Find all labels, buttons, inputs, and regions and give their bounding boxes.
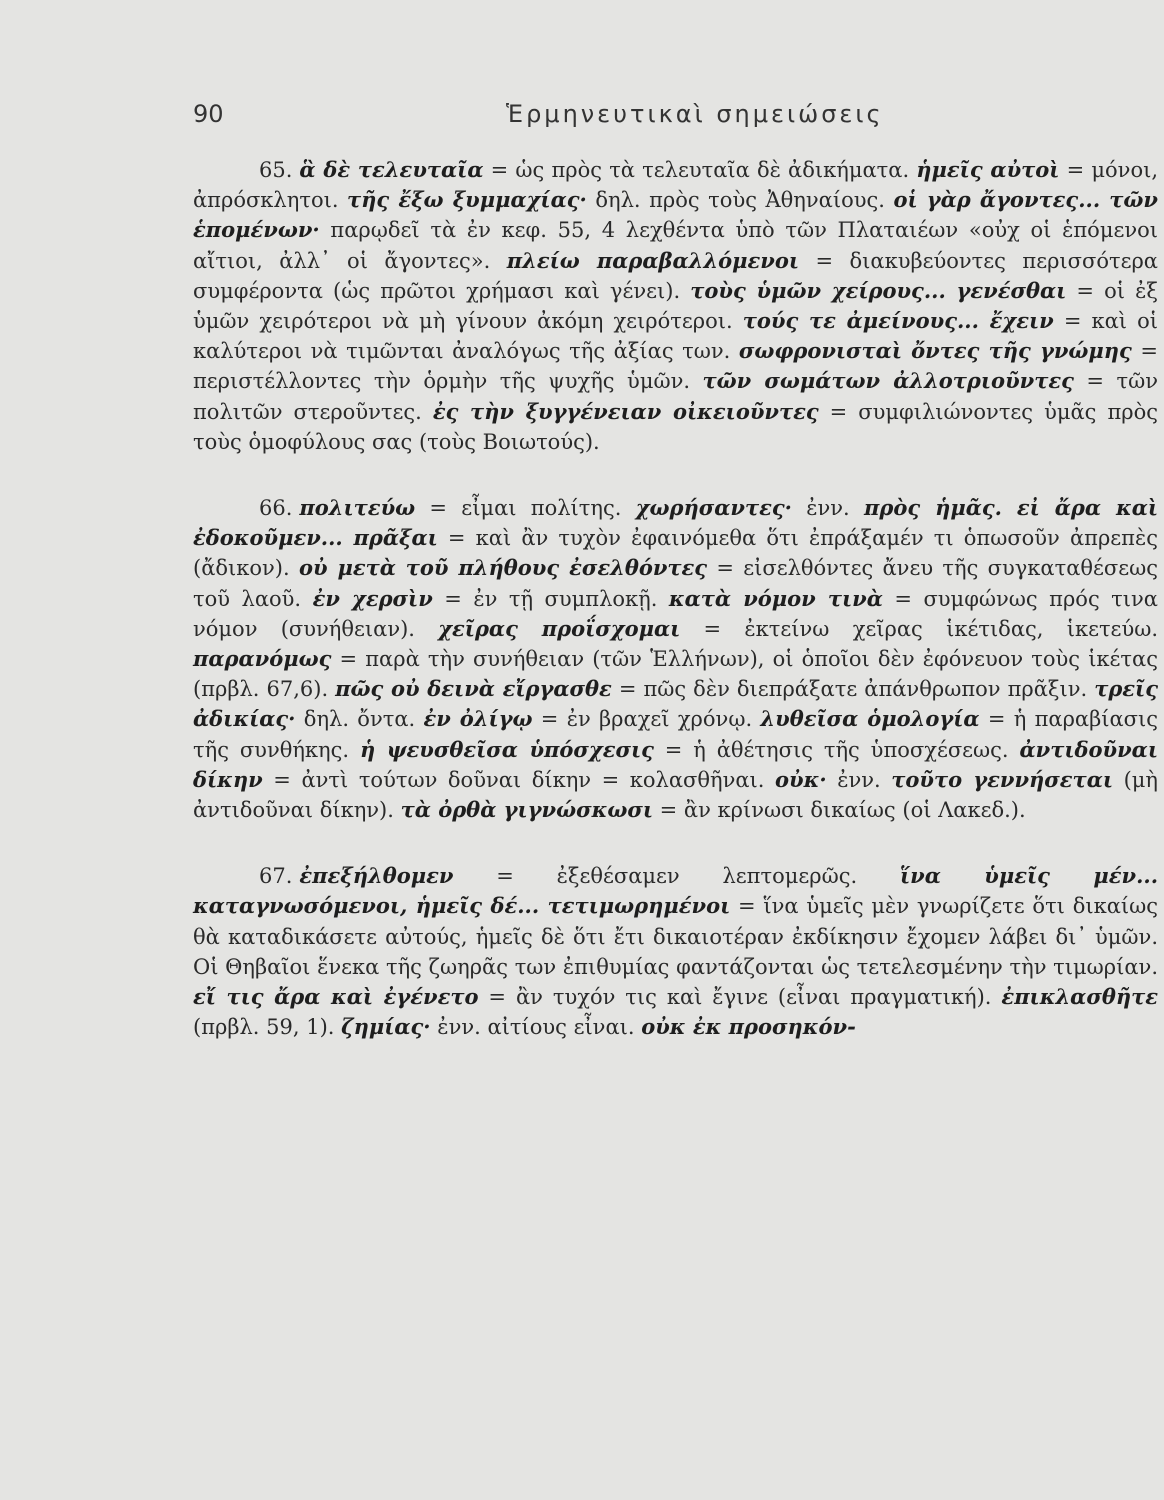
lemma: χεῖρας προΐσχομαι: [438, 615, 681, 641]
note-content: [193, 496, 1158, 822]
gloss: = οἱ ἐξ ὑμῶν χειρότεροι νὰ μὴ γίνουν ἀκόμη χειρότεροι.: [193, 278, 1158, 334]
note-paragraph-67: [193, 861, 1158, 1042]
lemma: τὰ ὀρθὰ γιγνώσκωσι: [400, 797, 653, 823]
lemma: ἃ δὲ τελευταῖα: [299, 157, 484, 182]
gloss: = καὶ οἱ καλύτεροι νὰ τιμῶνται ἀναλόγως τῆς ἀξίας των.: [193, 309, 1159, 364]
gloss: παρῳδεῖ τὰ ἐν κεφ. 55, 4 λεχθέντα ὑπὸ τῶν Πλαταιέων «οὐχ οἱ ἑπόμενοι αἴτιοι, ἀλλ᾽ οἱ ἄγοντες».: [193, 218, 1158, 273]
gloss: = μόνοι, ἀπρόσκλητοι.: [193, 158, 1158, 213]
gloss: = καὶ ἂν τυχὸν ἐφαινόμεθα ὅτι ἐπράξαμέν τι ὁπωσοῦν ἀπρεπὲς (ἄδικον).: [193, 526, 1159, 581]
page-number: 90: [193, 100, 224, 128]
lemma: ζημίας·: [341, 1014, 431, 1040]
lemma: τῆς ἔξω ξυμμαχίας·: [347, 187, 587, 213]
gloss: = συμφώνως πρός τινα νόμον (συνήθειαν).: [193, 586, 1158, 641]
gloss: ἐνν.: [791, 496, 865, 521]
gloss: = ἡ ἀθέτησις τῆς ὑποσχέσεως.: [653, 737, 1020, 762]
gloss: (μὴ ἀντιδοῦναι δίκην).: [193, 767, 1158, 823]
gloss: = παρὰ τὴν συνήθειαν (τῶν Ἑλλήνων), οἱ ὁποῖοι δὲν ἐφόνευον τοὺς ἱκέτας (πρβλ. 67,6).: [193, 647, 1158, 702]
lemma: οὐ μετὰ τοῦ πλήθους ἐσελθόντες: [298, 555, 708, 581]
lemma: σωφρονισταὶ ὄντες τῆς γνώμης: [738, 338, 1132, 364]
note-paragraph-66: [193, 493, 1158, 825]
lemma: πολιτεύω: [299, 495, 416, 521]
lemma: κατὰ νόμον τινὰ: [668, 585, 883, 611]
lemma: ἐν χερσὶν: [312, 585, 433, 611]
gloss: = ἐξεθέσαμεν λεπτομερῶς.: [453, 864, 900, 889]
note-paragraph-65: [193, 155, 1158, 457]
gloss: = ἵνα ὑμεῖς μὲν γνωρίζετε ὅτι δικαίως θὰ καταδικάσετε αὐτούς, ἡμεῖς δὲ ὅτι ἔτι δικαιοτέραν ἐκδίκησιν ἔχομεν λάβει δι᾽ ὑμῶν. Οἱ Θηβαῖοι ἕνεκα τῆς ζωηρᾶς των ἐπιθυμίας φαντάζονται ὡς τετελεσμένην τὴν τιμωρίαν.: [193, 894, 1158, 979]
gloss: δηλ. ὄντα.: [295, 707, 424, 732]
gloss: = ἐν τῇ συμπλοκῇ.: [432, 586, 669, 611]
lemma: εἴ τις ἄρα καὶ ἐγένετο: [193, 984, 479, 1010]
note-content: [193, 864, 1158, 1039]
gloss: = διακυβεύοντες περισσότερα συμφέροντα (ὡς πρῶτοι χρήμασι καὶ γένει).: [193, 248, 1158, 303]
gloss: = ἡ παραβίασις τῆς συνθήκης.: [193, 707, 1158, 762]
lemma: ἡ ψευσθεῖσα ὑπόσχεσις: [359, 736, 654, 762]
gloss: ἐνν. αἰτίους εἶναι.: [430, 1015, 642, 1040]
gloss: δηλ. πρὸς τοὺς Ἀθηναίους.: [586, 188, 894, 213]
gloss: = ἐν βραχεῖ χρόνῳ.: [532, 707, 761, 732]
running-title: Ἑρμηνευτικαὶ σημειώσεις: [506, 100, 884, 128]
lemma: ἵνα ὑμεῖς μέν... καταγνωσόμενοι, ἡμεῖς δέ... τετιμωρημένοι: [193, 863, 1159, 919]
gloss: = ὡς πρὸς τὰ τελευταῖα δὲ ἀδικήματα.: [483, 158, 917, 182]
note-number: 65.: [259, 158, 293, 182]
gloss: = ἀντὶ τούτων δοῦναι δίκην = κολασθῆναι.: [262, 767, 775, 792]
lemma: λυθεῖσα ὁμολογία: [760, 706, 980, 732]
gloss: = συμφιλιώνοντες ὑμᾶς πρὸς τοὺς ὁμοφύλους σας (τοὺς Βοιωτούς).: [193, 399, 1158, 454]
gloss: = περιστέλλοντες τὴν ὁρμὴν τῆς ψυχῆς ὑμῶν.: [193, 339, 1158, 394]
lemma: ἐπεξήλθομεν: [299, 863, 454, 889]
lemma: χωρήσαντες·: [635, 495, 792, 521]
note-number: 66.: [259, 496, 293, 521]
lemma: ἐπικλασθῆτε: [1001, 984, 1158, 1010]
gloss: = ἐκτείνω χεῖρας ἱκέτιδας, ἱκετεύω.: [680, 616, 1159, 641]
note-number: 67.: [259, 864, 293, 889]
gloss: = ἂν κρίνωσι δικαίως (οἱ Λακεδ.).: [652, 798, 1026, 823]
lemma: τούς τε ἀμείνους... ἔχειν: [742, 308, 1054, 334]
lemma: ἡμεῖς αὐτοὶ: [916, 157, 1060, 182]
lemma: ἐς τὴν ξυγγένειαν οἰκειοῦντες: [432, 398, 819, 424]
note-content: [193, 158, 1158, 454]
lemma: τοὺς ὑμῶν χείρους... γενέσθαι: [690, 277, 1067, 303]
gloss: = εἰσελθόντες ἄνευ τῆς συγκαταθέσεως τοῦ λαοῦ.: [193, 556, 1158, 611]
lemma: οἱ γὰρ ἄγοντες... τῶν ἑπομένων·: [193, 187, 1158, 243]
gloss: = εἶμαι πολίτης.: [415, 496, 636, 521]
lemma: παρανόμως: [193, 646, 332, 672]
gloss: = τῶν πολιτῶν στεροῦντες.: [193, 369, 1158, 424]
lemma: οὐκ·: [775, 766, 827, 792]
lemma: τῶν σωμάτων ἀλλοτριοῦντες: [702, 368, 1074, 394]
lemma: πλείω παραβαλλόμενοι: [506, 247, 799, 273]
lemma: ἀντιδοῦναι δίκην: [193, 736, 1158, 792]
gloss: ἐνν.: [826, 767, 892, 792]
lemma: τοῦτο γεννήσεται: [891, 766, 1114, 792]
lemma: ἐν ὀλίγῳ: [423, 706, 533, 732]
lemma: τρεῖς ἀδικίας·: [193, 676, 1158, 732]
commentary-body: [193, 155, 1158, 1042]
lemma: οὐκ ἐκ προσηκόν-: [641, 1014, 856, 1040]
gloss: (πρβλ. 59, 1).: [193, 1015, 342, 1040]
gloss: = πῶς δὲν διεπράξατε ἀπάνθρωπον πρᾶξιν.: [611, 677, 1095, 702]
lemma: πρὸς ἡμᾶς. εἰ ἄρα καὶ ἐδοκοῦμεν... πρᾶξαι: [193, 495, 1159, 551]
lemma: πῶς οὐ δεινὰ εἴργασθε: [335, 676, 612, 702]
gloss: = ἂν τυχόν τις καὶ ἔγινε (εἶναι πραγματική).: [478, 985, 1002, 1010]
